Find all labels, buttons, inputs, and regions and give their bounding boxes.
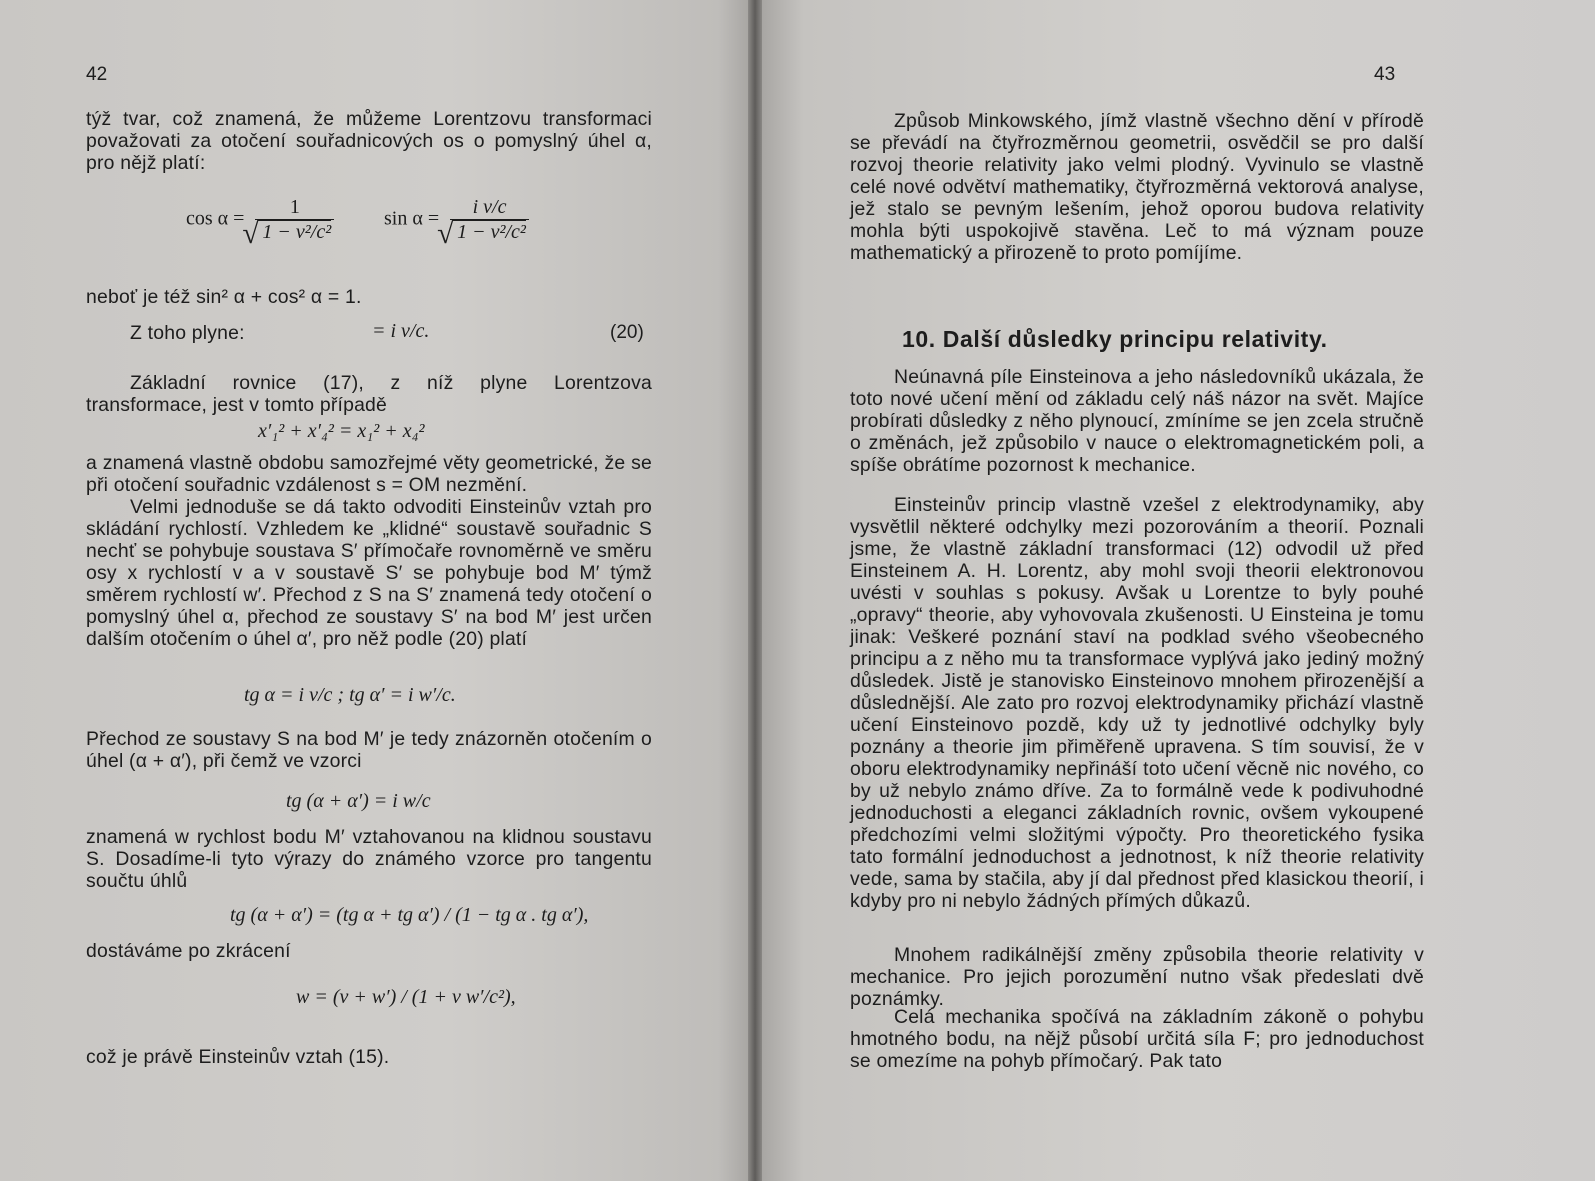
equation-20: = i v/c.	[372, 320, 430, 342]
paragraph-text: Neúnavná píle Einsteinova a jeho následovníků ukázala, že toto nové učení mění od základu celý náš názor na svět. Majíce probírati důsledky z něho plynoucí, zmíníme se jen zcela stručně o změnách, jež způsobilo v nauce o elektromagnetickém poli, a spíše obrátíme pozornost k mechanice.	[850, 366, 1424, 476]
page-number: 43	[1374, 64, 1396, 85]
equation-tg-sum: tg (α + α′) = i w/c	[286, 790, 431, 812]
paragraph	[86, 372, 652, 416]
paragraph	[850, 1006, 1424, 1072]
page-number: 42	[86, 64, 108, 85]
equation-lhs: cos α =	[186, 207, 245, 230]
paragraph	[850, 366, 1424, 476]
paragraph	[86, 826, 652, 892]
equation-number: (20)	[610, 322, 644, 343]
paragraph-text: týž tvar, což znamená, že můžeme Lorentzovu transformaci považovati za otočení souřadnicových os o pomyslný úhel α, pro nějž platí:	[86, 108, 652, 174]
equation-tg: tg α = i v/c ; tg α′ = i w′/c.	[244, 684, 456, 706]
paragraph-text: a znamená vlastně obdobu samozřejmé věty geometrické, že se při otočení souřadnic vzdálenost s = OM nezmění.	[86, 452, 652, 496]
paragraph	[86, 728, 652, 772]
equation-radical: √ 1 − v²/c²	[453, 220, 526, 244]
equation-lhs: sin α =	[384, 207, 440, 230]
section-heading: 10. Další důsledky principu relativity.	[902, 326, 1328, 352]
paragraph	[86, 108, 652, 174]
left-page	[0, 0, 748, 1181]
paragraph-text: Mnohem radikálnější změny způsobila theorie relativity v mechanice. Pro jejich porozumění nutno však předeslati dvě poznámky.	[850, 944, 1424, 1010]
equation-w: w = (v + w′) / (1 + v w′/c²),	[296, 986, 516, 1008]
paragraph	[86, 940, 652, 962]
paragraph-text: Základní rovnice (17), z níž plyne Lorentzova transformace, jest v tomto případě	[86, 372, 652, 416]
equation-sin	[384, 196, 529, 244]
paragraph-text: Přechod ze soustavy S na bod M′ je tedy znázorněn otočením o úhel (α + α′), při čemž ve vzorci	[86, 728, 652, 772]
paragraph	[86, 322, 652, 344]
paragraph	[850, 944, 1424, 1010]
paragraph	[86, 286, 652, 308]
paragraph	[850, 494, 1424, 912]
book-gutter	[748, 0, 762, 1181]
paragraph-text: neboť je též sin² α + cos² α = 1.	[86, 286, 362, 308]
paragraph-text: Z toho plyne:	[130, 322, 245, 344]
paragraph-text: Způsob Minkowského, jímž vlastně všechno dění v přírodě se převádí na čtyřrozměrnou geometrii, osvědčil se pro další rozvoj theorie relativity jako velmi plodný. Vyvinulo se vlastně celé nové odvětví mathematiky, čtyřrozměrná vektorová analyse, jež stalo se pevným lešením, jehož oporou budova relativity mohla býti uspokojivě stavěna. Leč to má význam pouze mathematický a přirozeně to proto pomíjíme.	[850, 110, 1424, 264]
paragraph-text: což je právě Einsteinův vztah (15).	[86, 1046, 390, 1068]
equation-cos	[186, 196, 334, 244]
equation-numerator: 1	[255, 196, 334, 220]
paragraph-text: znamená w rychlost bodu M′ vztahovanou na klidnou soustavu S. Dosadíme-li tyto výrazy do známého vzorce pro tangentu součtu úhlů	[86, 826, 652, 892]
paragraph	[86, 1046, 652, 1068]
paragraph	[86, 496, 652, 650]
paragraph	[850, 110, 1424, 264]
paragraph-text: Einsteinův princip vlastně vzešel z elektrodynamiky, aby vysvětlil některé odchylky mezi pozorováním a theorií. Poznali jsme, že vlastně základní transformaci (12) odvodil už před Einsteinem A. H. Lorentz, aby mohl svoji theorii elektronovou uvésti v souhlas s pokusy. Avšak u Lorentze to byly pouhé „opravy“ theorie, aby vyhovovala zkušenosti. U Einsteina je tomu jinak: Veškeré poznání staví na podklad svého všeobecného principu a z něho mu ta transformace vyplývá jako jediný možný důsledek. Jistě je stanovisko Einsteinovo mnohem přirozenější a důslednější. Ale zato pro rozvoj elektrodynamiky přichází vlastně učení Einsteinovo pozdě, kdy už ty jednotlivé odchylky byly poznány a theorie jim přiměřeně upravena. S tím souvisí, že v oboru elektrodynamiky nepřináší toto učení věcně nic nového, co by už nebylo známo dříve. Za to formálně vede k podivuhodné jednoduchosti a eleganci základních rovnic, ovšem vykoupené předchozími velmi složitými výpočty. Pro theoretického fysika tato formální jednoduchost a jednotnost, k níž theorie relativity vede, sama by stačila, aby jí dal přednost před klasickou theorií, i kdyby pro ni nebylo žádných přímých důkazů.	[850, 494, 1424, 912]
equation-invariant: x′₁² + x′₄² = x₁² + x₄²	[258, 420, 425, 442]
equation-numerator: i v/c	[450, 196, 529, 220]
paragraph-text: Velmi jednoduše se dá takto odvoditi Einsteinův vztah pro skládání rychlostí. Vzhledem ke „klidné“ soustavě souřadnic S nechť se pohybuje soustava S′ přímočaře rovnoměrně ve směru osy x rychlostí v a v soustavě S′ se pohybuje bod M′ týmž směrem rychlostí w′. Přechod z S na S′ znamená tedy otočení o pomyslný úhel α, přechod ze soustavy S′ na bod M′ jest určen dalším otočením o úhel α′, pro něž podle (20) platí	[86, 496, 652, 650]
paragraph-text: dostáváme po zkrácení	[86, 940, 291, 962]
right-page	[762, 0, 1595, 1181]
paragraph-text: Celá mechanika spočívá na základním zákoně o pohybu hmotného bodu, na nějž působí určitá síla F; pro jednoduchost se omezíme na pohyb přímočarý. Pak tato	[850, 1006, 1424, 1072]
paragraph	[86, 452, 652, 496]
equation-addition: tg (α + α′) = (tg α + tg α′) / (1 − tg α . tg α′),	[230, 904, 589, 926]
equation-radical: √ 1 − v²/c²	[258, 220, 331, 244]
